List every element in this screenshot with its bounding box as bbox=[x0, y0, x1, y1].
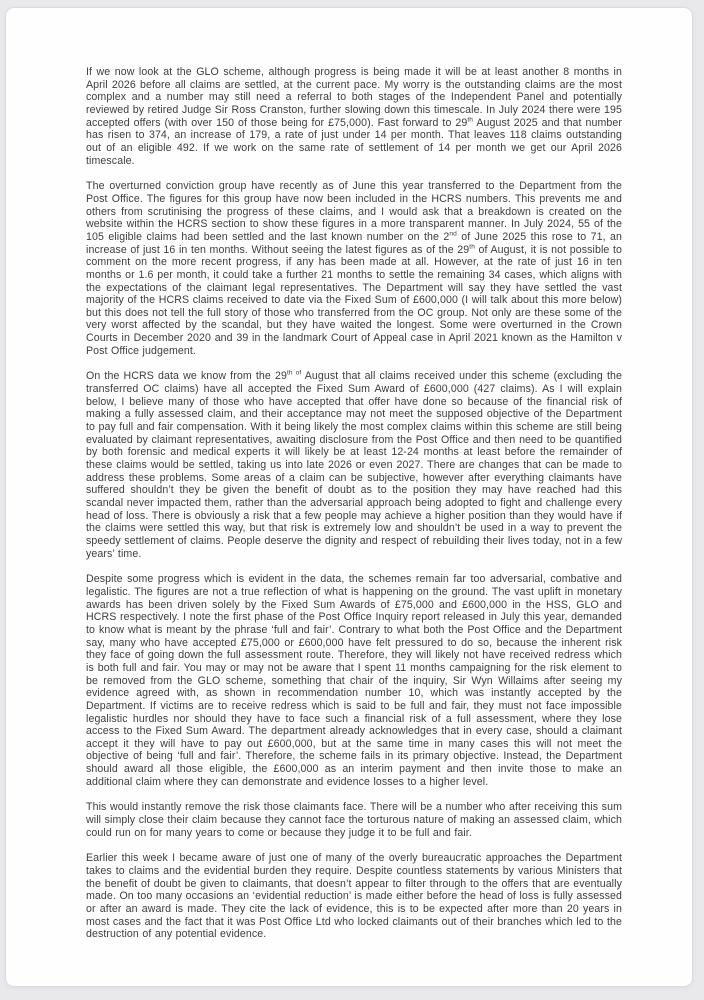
document-page bbox=[5, 7, 693, 987]
paragraph-bureaucratic-approaches: Earlier this week I became aware of just one of many of the overly bureaucratic approaches the Department takes to claims and the evidential burden they require. Despite countless statements by various Ministers that the benefit of doubt be given to claimants, that doesn’t appear to filter through to the offers that are eventually made. On too many occasions an ‘evidential reduction’ is made either before the head of loss is fully assessed or after an award is made. They cite the lack of evidence, this is to be expected after more than 20 years in most cases and the fact that it was Post Office Ltd who locked claimants out of their branches which led to the destruction of any potential evidence. bbox=[86, 852, 622, 941]
paragraph-hcrs-data: On the HCRS data we know from the $29^{th of}$ August that all claims received under this scheme (excluding the transferred OC claims) have all accepted the Fixed Sum Award of £600,000 (427 claims). As I will explain below, I believe many of those who have accepted that offer have done so because of the financial risk of making a fully assessed claim, and their acceptance may not meet the supposed objective of the Department to pay full and fair compensation. With it being likely the most complex claims within this scheme are still being evaluated by claimant representatives, awaiting disclosure from the Post Office and then need to be quantified by both forensic and medical experts it will likely be at least 12-24 months at least before the remainder of these claims would be settled, taking us into late 2026 or even 2027. There are changes that can be made to address these problems. Some areas of a claim can be subjective, however after everything claimants have suffered shouldn’t they be given the benefit of doubt as to the position they may have reached had this scandal never impacted them, rather than the adversarial approach being adopted to fight and challenge every head of loss. There is obviously a risk that a few people may achieve a higher position than they would have if the claims were settled this way, but that risk is extremely low and shouldn’t be used in a way to prevent the speedy settlement of claims. People deserve the dignity and respect of rebuilding their lives today, not in a few years’ time. bbox=[86, 369, 622, 560]
paragraph-remove-risk: This would instantly remove the risk those claimants face. There will be a number who after receiving this sum will simply close their claim because they cannot face the torturous nature of making an assessed claim, which could run on for many years to come or because they judge it to be full and fair. bbox=[86, 801, 622, 839]
paragraph-schemes-adversarial: Despite some progress which is evident in the data, the schemes remain far too adversarial, combative and legalistic. The figures are not a true reflection of what is happening on the ground. The vast uplift in monetary awards has been driven solely by the Fixed Sum Awards of £75,000 and £600,000 in the HSS, GLO and HCRS respectively. I note the first phase of the Post Office Inquiry report released in July this year, demanded to know what is meant by the phrase ‘full and fair’. Contrary to what both the Post Office and the Department say, many who have accepted £75,000 or £600,000 have felt pressured to do so, because the inherent risk they face of going down the full assessment route. Therefore, they will likely not have received redress which is both full and fair. You may or may not be aware that I spent 11 months campaigning for the risk element to be removed from the GLO scheme, something that chair of the inquiry, Sir Wyn Willaims after seeing my evidence agreed with, as shown in recommendation number 10, which was instantly accepted by the Department. If victims are to receive redress which is said to be full and fair, they must not face impossible legalistic hurdles nor should they have to face such a financial risk of a full assessment, where they lose access to the Fixed Sum Award. The department already acknowledges that in every case, should a claimant accept it they will have to pay out £600,000, but at the same time in many cases this will not meet the objective of being ‘full and fair’. Therefore, the scheme fails in its primary objective. Instead, the Department should award all those eligible, the £600,000 as an interim payment and then invite those to make an additional claim where they can demonstrate and evidence losses to a higher level. bbox=[86, 573, 622, 788]
paragraph-glo-scheme: If we now look at the GLO scheme, although progress is being made it will be at least another 8 months in April 2026 before all claims are settled, at the current pace. My worry is the outstanding claims are the most complex and a number may still need a referral to both stages of the Independent Panel and potentially reviewed by retired Judge Sir Ross Cranston, further slowing down this timescale. In July 2024 there were 195 accepted offers (with over 150 of those being for £75,000). Fast forward to 29th August 2025 and that number has risen to 374, an increase of 179, a rate of just under 14 per month. That leaves 118 claims outstanding out of an eligible 492. If we work on the same rate of settlement of 14 per month we get our April 2026 timescale. bbox=[86, 66, 622, 167]
paragraph-overturned-conviction-group: The overturned conviction group have recently as of June this year transferred to the Department from the Post Office. The figures for this group have now been included in the HCRS numbers. This prevents me and others from scrutinising the progress of these claims, and I would ask that a breakdown is created on the website within the HCRS section to show these figures in a more transparent manner. In July 2024, 55 of the 105 eligible claims had been settled and the last known number on the 2nd of June 2025 this rose to 71, an increase of just 16 in ten months. Without seeing the latest figures as of the 29th of August, it is not possible to comment on the more recent progress, if any has been made at all. However, at the rate of just 16 in ten months or 1.6 per month, it could take a further 21 months to settle the remaining 34 cases, which aligns with the expectations of the claimant legal representatives. The Department will say they have settled the vast majority of the HCRS claims received to date via the Fixed Sum of £600,000 (I will talk about this more below) but this does not tell the full story of those who transferred from the OC group. Not only are these some of the very worst affected by the scandal, but they have waited the longest. Some were overturned in the Crown Courts in December 2020 and 39 in the landmark Court of Appeal case in April 2021 known as the Hamilton v Post Office judgement. bbox=[86, 180, 622, 357]
document-body bbox=[86, 66, 622, 954]
